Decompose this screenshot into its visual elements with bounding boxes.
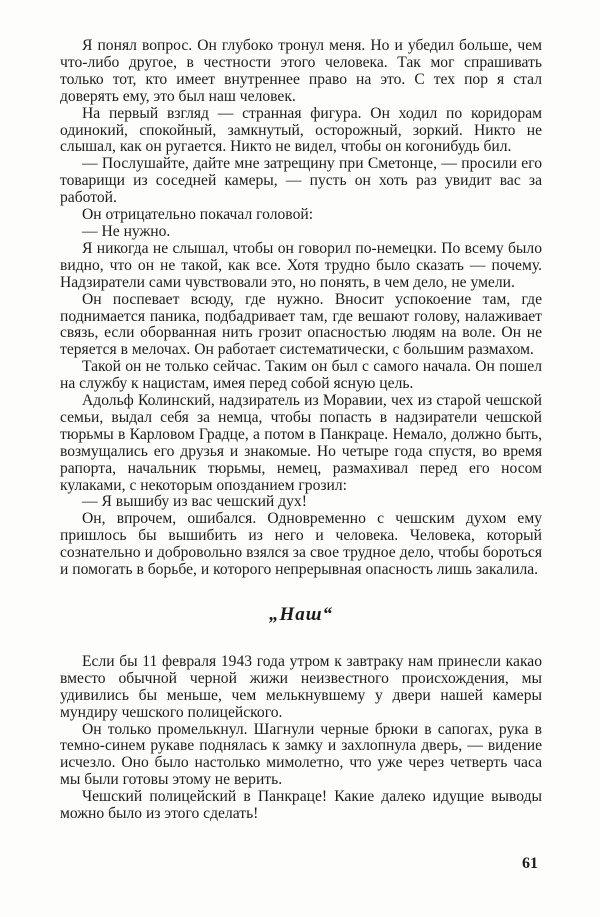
- paragraph: Он отрицательно покачал головой:: [82, 206, 314, 224]
- paragraph: Если бы 11 февраля 1943 года утром к завтраку нам принесли какао вместо обычной черной жижи неизвестного происхождения, мы удивились бы меньше, чем мелькнувшему у двери нашей камеры мундиру чешского полицейского.: [60, 652, 542, 721]
- paragraph: — Я вышибу из вас чешский дух!: [82, 493, 307, 511]
- paragraph: Я никогда не слышал, чтобы он говорил по-немецки. По всему было видно, что он не такой, как все. Хотя трудно было сказать — почему. Надзиратели сами чувствовали это, но понять, в чем дело, не умели.: [60, 239, 542, 291]
- page-number: 61: [522, 855, 538, 872]
- paragraph: Он поспевает всюду, где нужно. Вносит успокоение там, где поднимается паника, подбадривает там, где вешают голову, налаживает связь, если оборванная нить грозит опасностью людям на воле. Он не теряется в мелочах. Он работает систематически, с большим размахом.: [60, 290, 542, 359]
- paragraph: Он, впрочем, ошибался. Одновременно с чешским духом ему пришлось бы вышибить из него и человека. Человека, который сознательно и добровольно взялся за свое трудное дело, чтобы бороться и помогать в борьбе, и которого непрерывная опасность лишь закалила.: [60, 510, 542, 579]
- chapter-title: „Наш“: [268, 604, 334, 625]
- paragraph: — Послушайте, дайте мне затрещину при Сметонце, — просили его товарищи из соседней камеры, — пусть он хоть раз увидит вас за работой.: [60, 155, 542, 207]
- paragraph: Адольф Колинский, надзиратель из Моравии, чех из старой чешской семьи, выдал себя за немца, чтобы попасть в надзиратели чешской тюрьмы в Карловом Градце, а потом в Панкраце. Немало, должно быть, возмущались его друзья и знакомые. Но четыре года спустя, во время рапорта, начальник тюрьмы, немец, размахивал перед его носом кулаками, с некоторым опозданием грозил:: [60, 392, 542, 494]
- paragraph: Я понял вопрос. Он глубоко тронул меня. Но и убедил больше, чем что-либо другое, в честности этого человека. Так мог спрашивать только тот, кто имеет внутреннее право на это. С тех пор я стал доверять ему, это был наш человек.: [60, 37, 542, 105]
- text-column: [60, 38, 542, 823]
- paragraph: Такой он не только сейчас. Таким он был с самого начала. Он пошел на службу к нацистам, имея перед собой ясную цель.: [60, 358, 542, 393]
- paragraph: — Не нужно.: [82, 222, 171, 240]
- paragraph: На первый взгляд — странная фигура. Он ходил по коридорам одинокий, спокойный, замкнутый, осторожный, зоркий. Никто не слышал, как он ругается. Никто не видел, чтобы он когонибудь бил.: [60, 104, 542, 156]
- paragraph: Он только промелькнул. Шагнули черные брюки в сапогах, рука в темно-синем рукаве поднялась к замку и захлопнула дверь, — видение исчезло. Оно было настолько мимолетно, что уже через четверть часа мы были готовы этому не верить.: [60, 720, 542, 789]
- paragraph: Чешский полицейский в Панкраце! Какие далеко идущие выводы можно было из этого сделать!: [60, 788, 542, 823]
